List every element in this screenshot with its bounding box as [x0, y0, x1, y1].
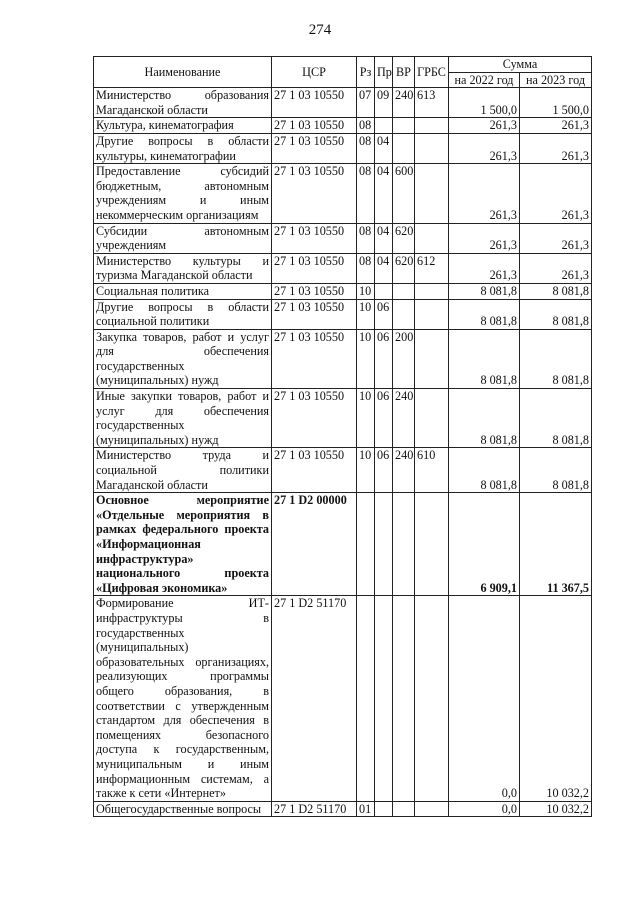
header-year-2022: на 2022 год	[449, 72, 520, 88]
row-csr: 27 1 03 10550	[272, 133, 357, 163]
row-pr: 06	[375, 389, 393, 448]
header-year-2023: на 2023 год	[520, 72, 592, 88]
row-csr: 27 1 03 10550	[272, 253, 357, 283]
row-csr: 27 1 03 10550	[272, 88, 357, 118]
row-vr	[393, 596, 415, 801]
table-row	[94, 389, 592, 448]
row-pr: 06	[375, 299, 393, 329]
table-row	[94, 329, 592, 388]
row-sum-2022: 8 081,8	[449, 283, 520, 299]
table-row	[94, 223, 592, 253]
row-sum-2022: 261,3	[449, 223, 520, 253]
row-name: Субсидии автономным учреждениям	[94, 223, 272, 253]
row-rz: 08	[357, 118, 375, 134]
row-sum-2022: 1 500,0	[449, 88, 520, 118]
table-row	[94, 596, 592, 801]
row-sum-2023: 261,3	[520, 253, 592, 283]
row-name: Закупка товаров, работ и услуг для обеспечения государственных (муниципальных) нужд	[94, 329, 272, 388]
row-sum-2023: 261,3	[520, 118, 592, 134]
row-csr: 27 1 D2 51170	[272, 596, 357, 801]
table-row	[94, 118, 592, 134]
row-sum-2022: 261,3	[449, 133, 520, 163]
row-name: Другие вопросы в области культуры, кинематографии	[94, 133, 272, 163]
header-pr: Пр	[375, 57, 393, 88]
row-pr: 04	[375, 164, 393, 223]
header-grbs: ГРБС	[415, 57, 449, 88]
row-pr	[375, 118, 393, 134]
row-name: Основное мероприятие «Отдельные мероприятия в рамках федерального проекта «Информационная инфраструктура» национального проекта «Цифровая экономика»	[94, 493, 272, 596]
row-grbs	[415, 133, 449, 163]
header-rz: Рз	[357, 57, 375, 88]
row-sum-2023: 261,3	[520, 133, 592, 163]
header-vr: ВР	[393, 57, 415, 88]
row-sum-2023: 261,3	[520, 223, 592, 253]
row-sum-2023: 8 081,8	[520, 299, 592, 329]
row-rz	[357, 493, 375, 596]
row-grbs	[415, 493, 449, 596]
row-csr: 27 1 03 10550	[272, 299, 357, 329]
row-vr: 620	[393, 253, 415, 283]
row-vr: 240	[393, 88, 415, 118]
row-name: Министерство образования Магаданской области	[94, 88, 272, 118]
row-vr	[393, 283, 415, 299]
row-sum-2023: 8 081,8	[520, 389, 592, 448]
row-sum-2022: 0,0	[449, 801, 520, 817]
row-grbs	[415, 329, 449, 388]
row-vr	[393, 118, 415, 134]
row-sum-2023: 11 367,5	[520, 493, 592, 596]
row-vr	[393, 133, 415, 163]
table-row	[94, 299, 592, 329]
row-rz	[357, 596, 375, 801]
table-row	[94, 253, 592, 283]
row-name: Министерство культуры и туризма Магаданской области	[94, 253, 272, 283]
header-name: Наименование	[94, 57, 272, 88]
row-name: Другие вопросы в области социальной политики	[94, 299, 272, 329]
row-sum-2023: 1 500,0	[520, 88, 592, 118]
row-name: Предоставление субсидий бюджетным, автономным учреждениям и иным некоммерческим организациям	[94, 164, 272, 223]
row-pr	[375, 596, 393, 801]
row-csr: 27 1 03 10550	[272, 389, 357, 448]
row-grbs: 613	[415, 88, 449, 118]
row-sum-2023: 261,3	[520, 164, 592, 223]
row-grbs	[415, 389, 449, 448]
row-vr	[393, 299, 415, 329]
row-sum-2023: 10 032,2	[520, 801, 592, 817]
row-csr: 27 1 03 10550	[272, 329, 357, 388]
row-vr: 240	[393, 389, 415, 448]
row-name: Общегосударственные вопросы	[94, 801, 272, 817]
row-rz: 08	[357, 223, 375, 253]
row-sum-2023: 10 032,2	[520, 596, 592, 801]
row-vr	[393, 801, 415, 817]
row-csr: 27 1 03 10550	[272, 448, 357, 493]
row-name: Министерство труда и социальной политики Магаданской области	[94, 448, 272, 493]
row-sum-2022: 0,0	[449, 596, 520, 801]
row-sum-2023: 8 081,8	[520, 329, 592, 388]
table-row	[94, 448, 592, 493]
row-grbs	[415, 118, 449, 134]
row-csr: 27 1 D2 00000	[272, 493, 357, 596]
row-vr: 620	[393, 223, 415, 253]
row-vr: 600	[393, 164, 415, 223]
row-name: Культура, кинематография	[94, 118, 272, 134]
row-grbs	[415, 801, 449, 817]
row-rz: 08	[357, 133, 375, 163]
row-sum-2022: 261,3	[449, 118, 520, 134]
page-number: 274	[308, 22, 332, 38]
row-rz: 08	[357, 253, 375, 283]
table-row	[94, 88, 592, 118]
header-sum: Сумма	[449, 57, 592, 73]
row-name: Социальная политика	[94, 283, 272, 299]
row-name: Формирование ИТ-инфраструктуры в государственных (муниципальных) образовательных организациях, реализующих программы общего образования, в соответствии с утвержденным стандартом для обеспечения в помещениях безопасного доступа к государственным, муниципальным и иным информационным системам, а также к сети «Интернет»	[94, 596, 272, 801]
row-grbs	[415, 596, 449, 801]
row-csr: 27 1 03 10550	[272, 283, 357, 299]
row-grbs	[415, 223, 449, 253]
table-row	[94, 493, 592, 596]
row-grbs: 612	[415, 253, 449, 283]
row-pr: 04	[375, 223, 393, 253]
table-row	[94, 801, 592, 817]
row-pr	[375, 283, 393, 299]
row-grbs: 610	[415, 448, 449, 493]
table-row	[94, 133, 592, 163]
row-pr: 06	[375, 448, 393, 493]
row-name: Иные закупки товаров, работ и услуг для обеспечения государственных (муниципальных) нужд	[94, 389, 272, 448]
row-sum-2022: 8 081,8	[449, 448, 520, 493]
row-csr: 27 1 D2 51170	[272, 801, 357, 817]
row-vr	[393, 493, 415, 596]
row-sum-2023: 8 081,8	[520, 448, 592, 493]
row-vr: 200	[393, 329, 415, 388]
row-sum-2022: 8 081,8	[449, 299, 520, 329]
row-sum-2022: 261,3	[449, 253, 520, 283]
row-rz: 10	[357, 329, 375, 388]
row-rz: 10	[357, 448, 375, 493]
row-grbs	[415, 299, 449, 329]
row-rz: 01	[357, 801, 375, 817]
row-rz: 10	[357, 389, 375, 448]
row-rz: 10	[357, 283, 375, 299]
table-row	[94, 283, 592, 299]
row-csr: 27 1 03 10550	[272, 164, 357, 223]
row-grbs	[415, 283, 449, 299]
table-row	[94, 164, 592, 223]
row-csr: 27 1 03 10550	[272, 223, 357, 253]
header-csr: ЦСР	[272, 57, 357, 88]
budget-table	[93, 56, 592, 817]
row-pr	[375, 493, 393, 596]
row-sum-2023: 8 081,8	[520, 283, 592, 299]
row-grbs	[415, 164, 449, 223]
row-pr: 04	[375, 133, 393, 163]
row-sum-2022: 8 081,8	[449, 389, 520, 448]
row-csr: 27 1 03 10550	[272, 118, 357, 134]
row-rz: 08	[357, 164, 375, 223]
row-sum-2022: 8 081,8	[449, 329, 520, 388]
row-sum-2022: 6 909,1	[449, 493, 520, 596]
row-sum-2022: 261,3	[449, 164, 520, 223]
row-pr	[375, 801, 393, 817]
row-pr: 06	[375, 329, 393, 388]
row-rz: 07	[357, 88, 375, 118]
row-pr: 09	[375, 88, 393, 118]
row-rz: 10	[357, 299, 375, 329]
row-pr: 04	[375, 253, 393, 283]
row-vr: 240	[393, 448, 415, 493]
